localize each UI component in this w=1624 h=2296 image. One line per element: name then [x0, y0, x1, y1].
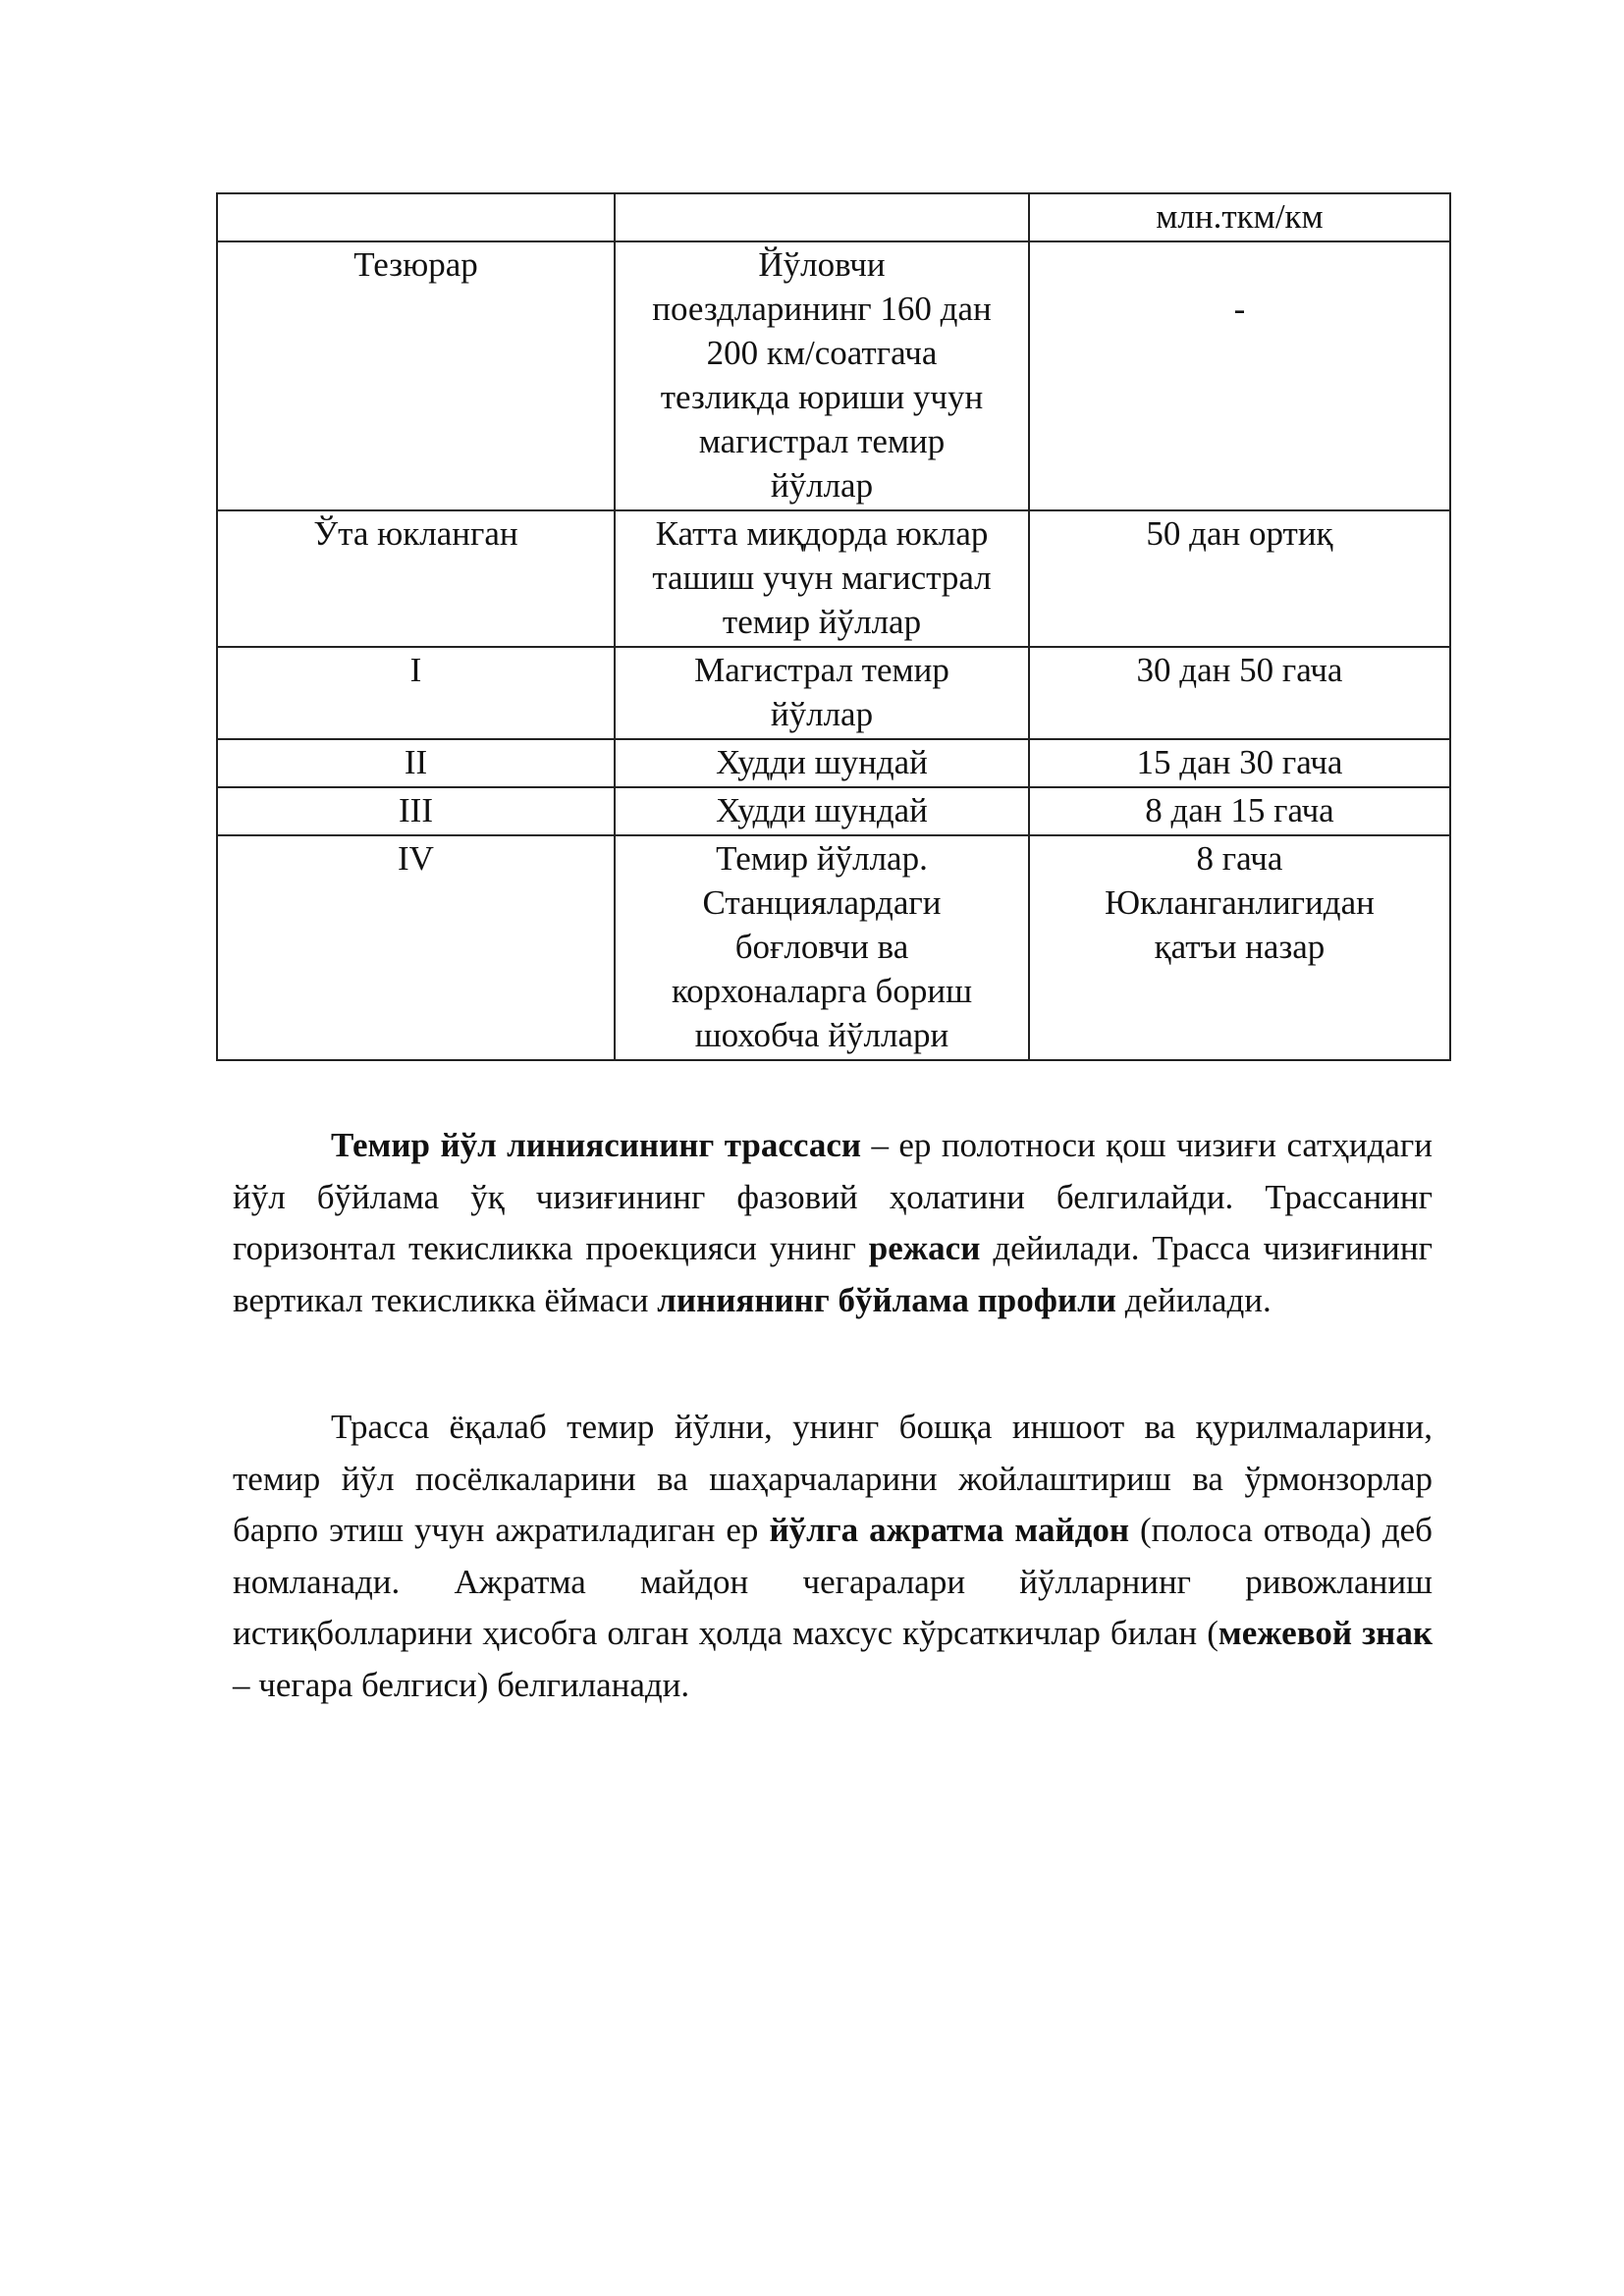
cell-line: Юкланганлигидан: [1105, 883, 1375, 922]
paragraph-span: дейилади.: [1115, 1280, 1272, 1319]
category-cell: [217, 241, 615, 510]
cell-line: Темир йўллар.: [716, 839, 928, 878]
bold-term: режаси: [868, 1229, 981, 1267]
cell-line: шохобча йўллари: [694, 1016, 949, 1054]
purpose-cell: [615, 787, 1029, 835]
cell-line: тезликда юриши учун: [660, 378, 984, 416]
cell-line: йўллар: [770, 466, 874, 505]
paragraph-span: (полоса отвода) деб номланади. Ажратма майдон чегаралари йўлларнинг ривожланиш истиқболларини ҳисобга олган ҳолда махсус кўрсаткичлар билан (: [233, 1511, 1433, 1652]
cell-line: 8 дан 15 гача: [1145, 791, 1334, 829]
load-cell: [1029, 193, 1450, 241]
cell-line: млн.ткм/км: [1156, 197, 1324, 236]
cell-line: темир йўллар: [722, 603, 922, 641]
cell-line: Тезюрар: [353, 245, 478, 284]
load-cell: [1029, 787, 1450, 835]
category-cell: [217, 510, 615, 647]
table-row: [217, 193, 1450, 241]
cell-line: -: [1233, 290, 1246, 328]
load-cell: [1029, 647, 1450, 739]
table-row: [217, 241, 1450, 510]
cell-line: ташиш учун магистрал: [652, 559, 992, 597]
cell-line: поездларининг 160 дан: [652, 290, 992, 328]
cell-line: корхоналарга бориш: [671, 972, 973, 1010]
cell-line: 200 км/соатгача: [706, 334, 938, 372]
cell-line: боғловчи ва: [734, 928, 909, 966]
purpose-cell: [615, 739, 1029, 787]
load-cell: [1029, 835, 1450, 1060]
cell-line: магистрал темир: [698, 422, 946, 460]
category-cell: [217, 739, 615, 787]
bold-term: йўлга ажратма майдон: [769, 1511, 1129, 1549]
bold-term: межевой знак: [1218, 1614, 1433, 1652]
load-cell: [1029, 241, 1450, 510]
cell-line: йўллар: [770, 695, 874, 733]
category-cell: [217, 835, 615, 1060]
cell-line: Ўта юкланган: [313, 514, 518, 553]
category-cell: [217, 647, 615, 739]
paragraph-span: дейилади. Трасса чизиғининг вертикал текисликка ёймаси: [233, 1229, 1433, 1319]
table-row: [217, 835, 1450, 1060]
table-row: [217, 739, 1450, 787]
railway-category-table: [216, 192, 1451, 1061]
cell-line: 50 дан ортиқ: [1146, 514, 1333, 553]
cell-line: қатъи назар: [1154, 928, 1326, 966]
load-cell: [1029, 510, 1450, 647]
load-cell: [1029, 739, 1450, 787]
paragraph-text: [233, 1402, 1433, 1711]
cell-line: Худди шундай: [716, 743, 928, 781]
cell-line: Катта миқдорда юклар: [655, 514, 989, 553]
table-row: [217, 787, 1450, 835]
cell-line: Йўловчи: [758, 245, 886, 284]
cell-line: 15 дан 30 гача: [1136, 743, 1343, 781]
cell-line: Магистрал темир: [694, 651, 949, 689]
category-cell: [217, 787, 615, 835]
purpose-cell: [615, 835, 1029, 1060]
table-row: [217, 647, 1450, 739]
cell-line: Худди шундай: [716, 791, 928, 829]
bold-term: Темир йўл линиясининг трассаси: [331, 1126, 862, 1164]
cell-line: Станциялардаги: [702, 883, 942, 922]
category-cell: [217, 193, 615, 241]
purpose-cell: [615, 241, 1029, 510]
cell-line: III: [399, 791, 433, 829]
paragraph-span: Трасса ёқалаб темир йўлни, унинг бошқа иншоот ва қурилмаларини, темир йўл посёлкаларини ва шаҳарчаларини жойлаштириш ва ўрмонзорлар барпо этиш учун ажратиладиган ер: [233, 1408, 1433, 1549]
purpose-cell: [615, 193, 1029, 241]
cell-line: 8 гача: [1196, 839, 1283, 878]
paragraph-right-of-way: [233, 1402, 1433, 1711]
paragraph-span: – чегара белгиси) белгиланади.: [233, 1665, 690, 1704]
paragraph-span: – ер полотноси қош чизиғи сатҳидаги йўл бўйлама ўқ чизиғининг фазовий ҳолатини белгилайди. Трассанинг горизонтал текисликка проекцияси унинг: [233, 1126, 1433, 1267]
cell-line: 30 дан 50 гача: [1136, 651, 1343, 689]
paragraph-trace-definition: [233, 1120, 1433, 1326]
table-row: [217, 510, 1450, 647]
purpose-cell: [615, 647, 1029, 739]
purpose-cell: [615, 510, 1029, 647]
table-body: [217, 193, 1450, 1060]
bold-term: линиянинг бўйлама профили: [657, 1280, 1116, 1319]
paragraph-text: [233, 1120, 1433, 1326]
cell-line: I: [409, 651, 422, 689]
cell-line: IV: [398, 839, 434, 878]
cell-line: II: [404, 743, 428, 781]
